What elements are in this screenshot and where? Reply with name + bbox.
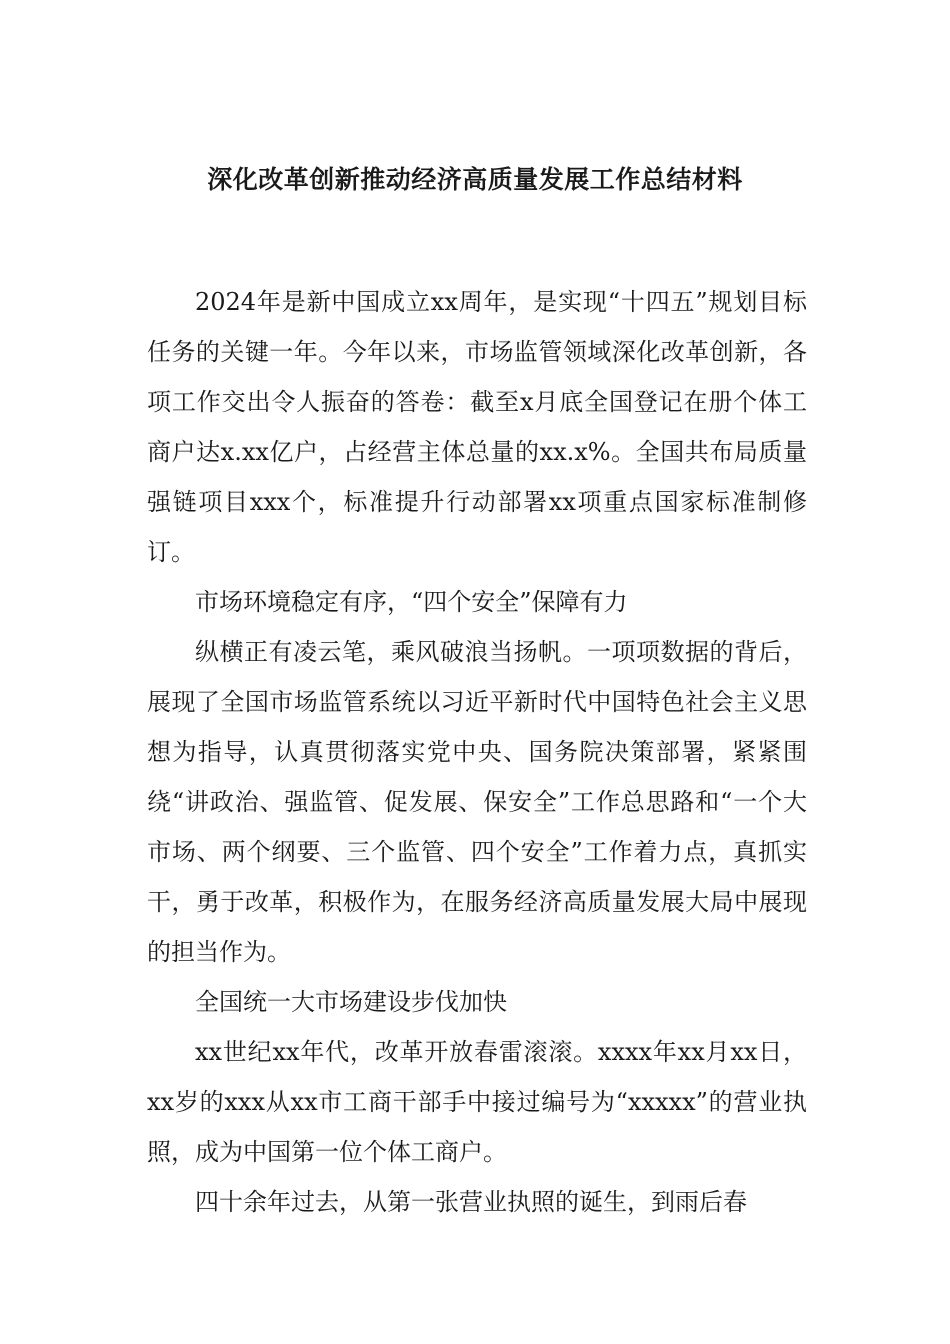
section-heading-market-environment: 市场环境稳定有序，“四个安全”保障有力 xyxy=(195,588,628,616)
section-heading-unified-market: 全国统一大市场建设步伐加快 xyxy=(195,988,507,1016)
paragraph-achievements: 纵横正有凌云笔，乘风破浪当扬帆。一项项数据的背后，展现了全国市场监管系统以习近平新时代中国特色社会主义思想为指导，认真贯彻落实党中央、国务院决策部署，紧紧围绕“讲政治、强监管、促发展、保安全”工作总思路和“一个大市场、两个纲要、三个监管、四个安全”工作着力点，真抓实干，勇于改革，积极作为，在服务经济高质量发展大局中展现的担当作为。 xyxy=(147,638,807,966)
paragraph-history: xx世纪xx年代，改革开放春雷滚滚。xxxx年xx月xx日，xx岁的xxx从xx市工商干部手中接过编号为“xxxxx”的营业执照，成为中国第一位个体工商户。 xyxy=(147,1038,807,1166)
paragraph-continuation: 四十余年过去，从第一张营业执照的诞生，到雨后春 xyxy=(195,1188,747,1216)
paragraph-intro: 2024年是新中国成立xx周年，是实现“十四五”规划目标任务的关键一年。今年以来，市场监管领域深化改革创新，各项工作交出令人振奋的答卷：截至x月底全国登记在册个体工商户达x.xx亿户，占经营主体总量的xx.x%。全国共布局质量强链项目xxx个，标准提升行动部署xx项重点国家标准制修订。 xyxy=(147,288,807,566)
document-body xyxy=(147,277,807,1227)
document-title: 深化改革创新推动经济高质量发展工作总结材料 xyxy=(207,165,743,194)
